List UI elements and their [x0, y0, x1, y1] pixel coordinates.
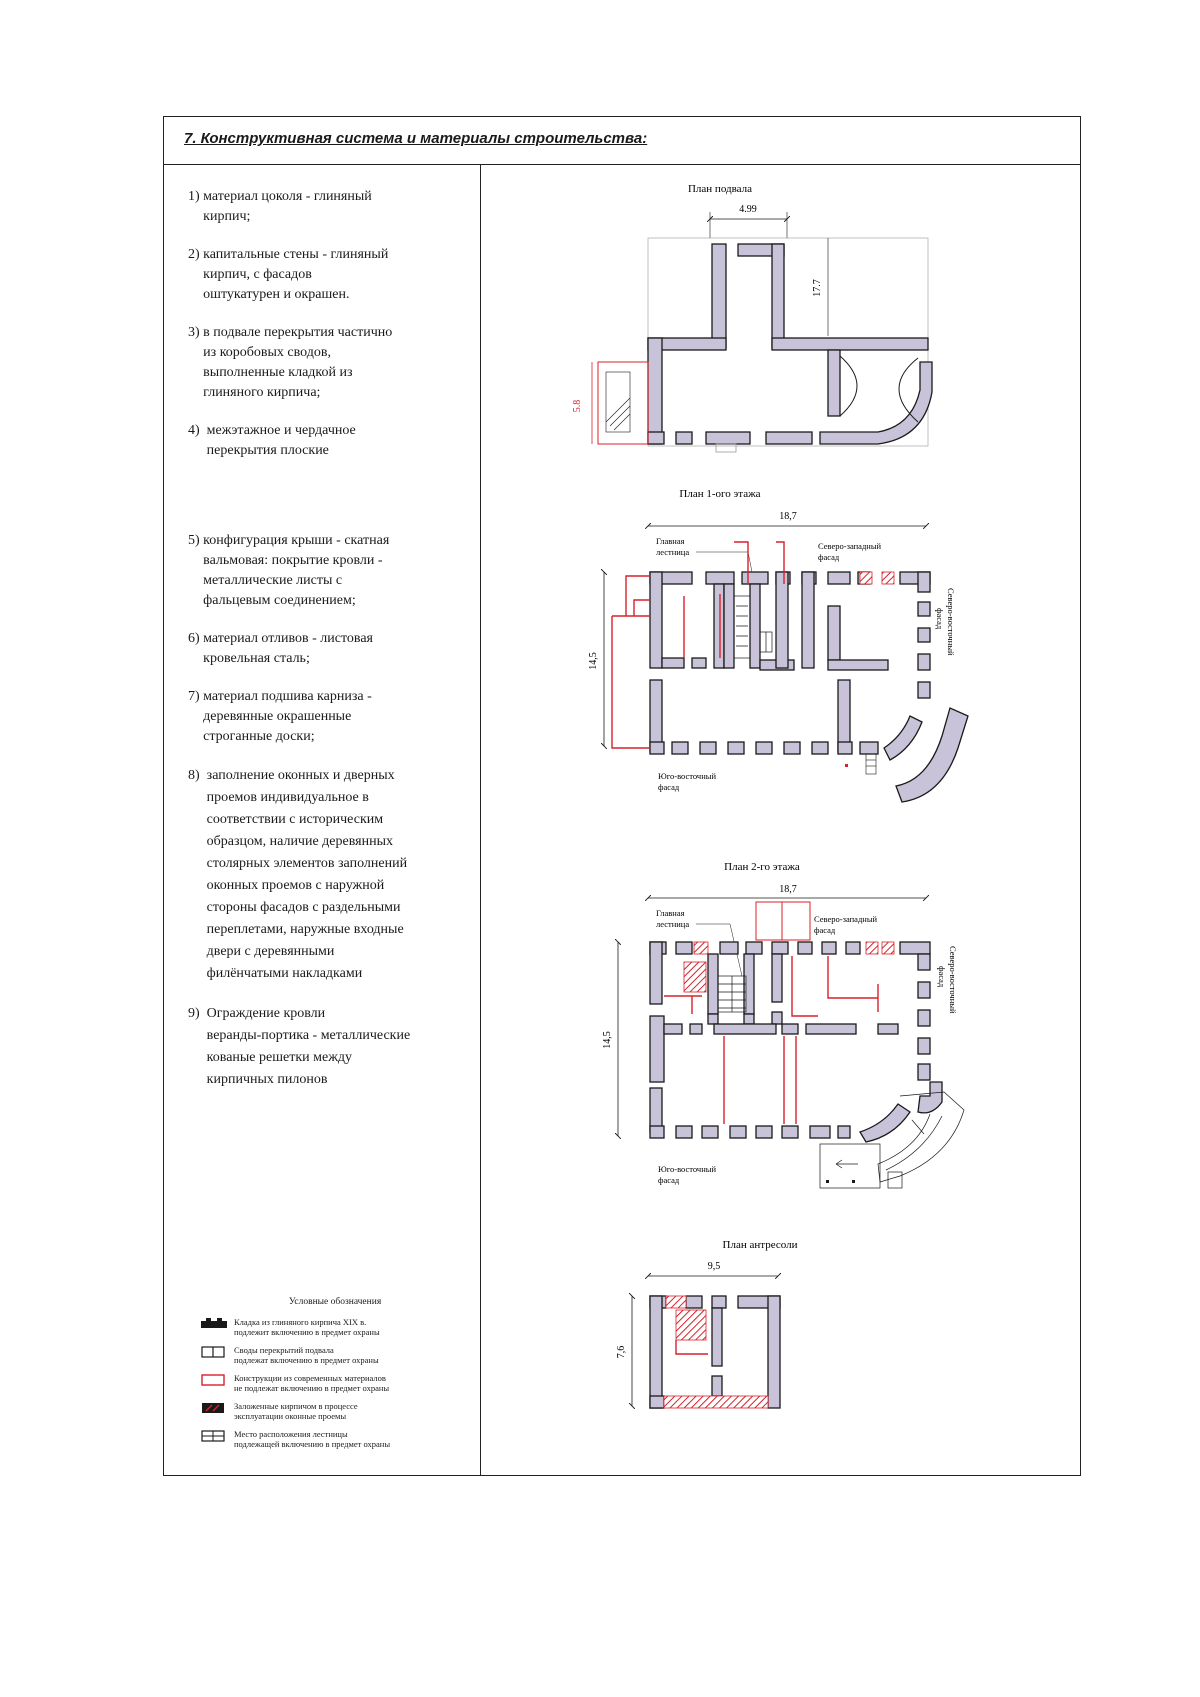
mezzanine-bricked-window — [666, 1296, 686, 1308]
floor1-dim-left: 14,5 — [588, 652, 599, 670]
mezzanine-stair-hatch — [676, 1310, 706, 1340]
item-text: капитальные стены - глиняный кирпич, с фасадов оштукатурен и окрашен. — [203, 247, 389, 302]
legend-row — [200, 1317, 470, 1337]
mezzanine-plan — [616, 1239, 798, 1408]
marker-dot — [845, 764, 848, 767]
basement-dim-right: 17.7 — [812, 279, 823, 297]
floor2-stair-hatch — [684, 962, 706, 992]
floor1-dim-top: 18,7 — [779, 511, 797, 522]
floor1-label-nw: Северо-западный фасад — [818, 541, 882, 562]
item-number: 3) — [188, 325, 204, 340]
list-item — [188, 629, 468, 669]
vault-symbol-icon — [200, 1346, 228, 1358]
floor2-label-nw: Северо-западный фасад — [814, 914, 878, 935]
item-number: 7) — [188, 689, 204, 704]
legend-row — [200, 1345, 470, 1365]
floor1-label-ne: Северо-восточныйфасад — [935, 588, 956, 656]
floor-plans — [480, 176, 1060, 1456]
legend-text: Кладка из глиняного кирпича XIX в. подлежит включению в предмет охраны — [234, 1317, 380, 1337]
item-number: 6) — [188, 631, 204, 646]
list-item — [188, 687, 468, 747]
floor2-label-ne-text: Северо-восточныйфасад — [937, 946, 958, 1014]
floor1-plan-title: План 1-ого этажа — [679, 488, 761, 500]
floor2-dim-left: 14,5 — [602, 1031, 613, 1049]
item-number: 4) — [188, 423, 207, 438]
bricked-window-symbol-icon — [200, 1402, 228, 1414]
item-number: 9) — [188, 1006, 207, 1021]
legend-text: Конструкции из современных материалов не подлежат включению в предмет охраны — [234, 1373, 390, 1393]
list-item — [188, 765, 468, 985]
floor1-label-se: Юго-восточный фасад — [658, 771, 716, 792]
floor2-plan-title: План 2-го этажа — [724, 861, 800, 873]
legend-row — [200, 1373, 470, 1393]
item-text: материал подшива карниза - деревянные окрашенные строганные доски; — [203, 689, 372, 744]
floor2-main-stair — [718, 976, 746, 1012]
mezzanine-dim-left: 7,6 — [616, 1345, 627, 1359]
mezzanine-walls — [650, 1296, 780, 1408]
list-item — [188, 1003, 468, 1091]
marker-dot — [852, 1180, 855, 1183]
basement-walls — [648, 244, 932, 444]
list-spacer — [188, 479, 468, 531]
legend-title: Условные обозначения — [288, 1297, 382, 1307]
floor2-dim-top: 18,7 — [779, 884, 797, 895]
basement-plan — [572, 183, 932, 452]
basement-plan-title: План подвала — [687, 183, 753, 195]
list-item — [188, 187, 468, 227]
floor2-label-stair: Главная лестница — [656, 908, 690, 929]
mezzanine-plan-title: План антресоли — [722, 1239, 798, 1251]
item-text: конфигурация крыши - скатная вальмовая: покрытие кровли - металлические листы с фальцевым соединением; — [203, 533, 390, 608]
floor1-bricked-windows — [860, 572, 894, 584]
list-item — [188, 531, 468, 611]
item-text: материал отливов - листовая кровельная сталь; — [203, 631, 373, 666]
basement-dim-top: 4.99 — [739, 204, 757, 215]
section-header — [164, 117, 1080, 165]
legend — [200, 1297, 470, 1457]
floor1-walls — [650, 572, 968, 802]
item-number: 8) — [188, 768, 207, 783]
item-text: межэтажное и чердачное перекрытия плоские — [206, 423, 356, 458]
section-title: 7. Конструктивная система и материалы строительства: — [184, 130, 648, 147]
vault-arc — [840, 356, 857, 416]
item-text: заполнение оконных и дверных проемов индивидуальное в соответствии с историческим образцом, наличие деревянных столярных элементов заполнений оконных проемов с наружной стороны фасадов с раздельными переплетами, наружные входные двери с деревянными филёнчатыми накладками — [206, 768, 408, 981]
floor1-plan — [588, 488, 968, 802]
floor2-label-se: Юго-восточный фасад — [658, 1164, 716, 1185]
list-item — [188, 245, 468, 305]
list-item — [188, 323, 468, 403]
item-text: материал цоколя - глиняный кирпич; — [203, 189, 372, 224]
marker-dot — [826, 1180, 829, 1183]
basement-dim-left: 5.8 — [572, 399, 583, 413]
legend-row — [200, 1401, 470, 1421]
item-number: 1) — [188, 189, 204, 204]
list-item — [188, 421, 468, 461]
legend-text: Своды перекрытий подвала подлежат включению в предмет охраны — [234, 1345, 379, 1365]
item-text: Ограждение кровли веранды-портика - металлические кованые решетки между кирпичных пилонов — [206, 1006, 411, 1087]
mezzanine-dim-top: 9,5 — [707, 1261, 721, 1272]
staircase-symbol-icon — [200, 1430, 228, 1442]
floor-plans-drawing — [480, 176, 1060, 1456]
mezzanine-modern-partition — [676, 1340, 708, 1354]
mezzanine-modern-wall — [664, 1396, 768, 1408]
floor1-porch-steps — [866, 754, 876, 774]
item-number: 5) — [188, 533, 204, 548]
item-number: 2) — [188, 247, 204, 262]
floor1-label-stair: Главная лестница — [656, 536, 690, 557]
stair-steps — [606, 398, 630, 430]
legend-text: Место расположения лестницы подлежащей включению в предмет охраны — [234, 1429, 391, 1449]
basement-step — [716, 444, 736, 452]
legend-text: Заложенные кирпичом в процессе эксплуатации оконные проемы — [234, 1401, 358, 1421]
floor2-modern-annex — [756, 902, 810, 940]
item-text: в подвале перекрытия частично из коробовых сводов, выполненные кладкой из глиняного кирпича; — [203, 325, 393, 400]
brick-wall-symbol-icon — [200, 1318, 228, 1330]
legend-row — [200, 1429, 470, 1449]
floor2-veranda — [820, 1092, 964, 1188]
modern-construction-symbol-icon — [200, 1374, 228, 1386]
materials-list — [188, 187, 468, 1109]
